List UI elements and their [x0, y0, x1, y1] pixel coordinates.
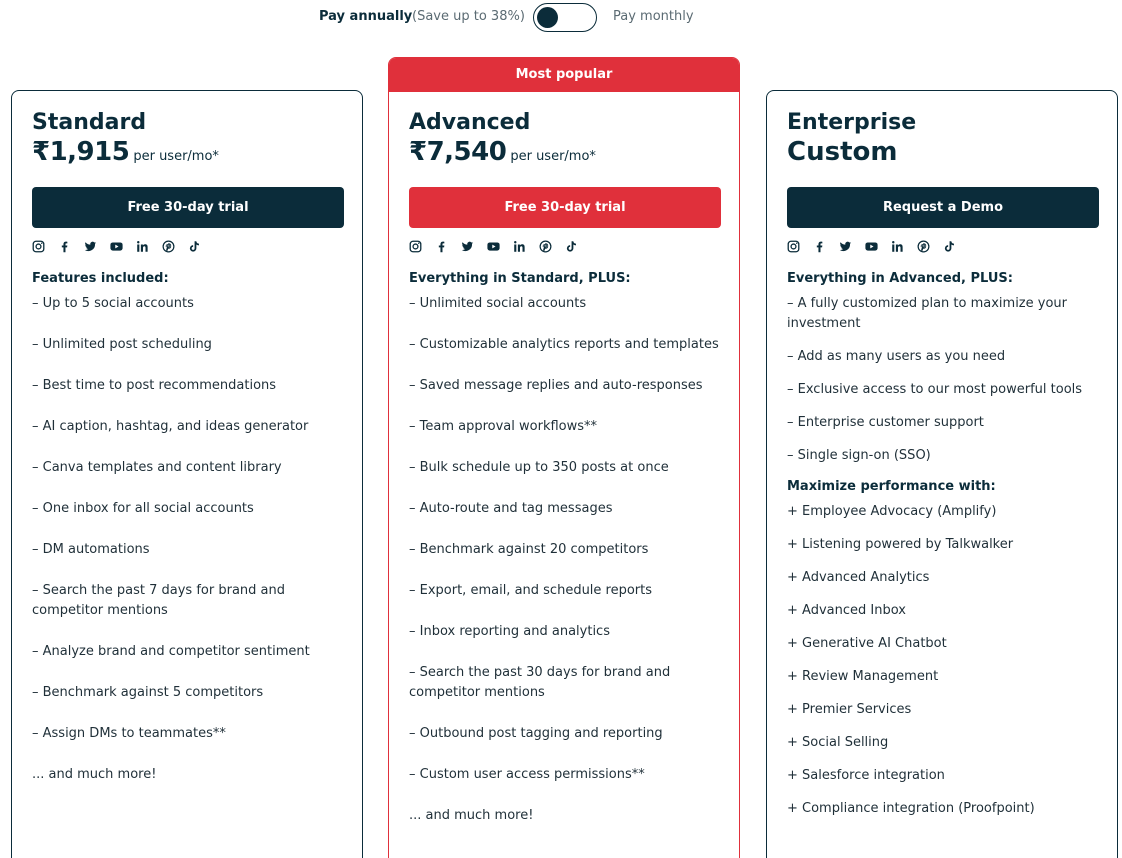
feature-item: – Canva templates and content library	[32, 460, 282, 475]
pinterest-icon[interactable]	[917, 240, 930, 253]
feature-item: + Premier Services	[787, 702, 912, 717]
plan-card-enterprise	[766, 90, 1118, 858]
feature-item: + Social Selling	[787, 735, 889, 750]
feature-item: + Compliance integration (Proofpoint)	[787, 801, 1035, 816]
social-icons	[32, 238, 342, 254]
free-trial-button[interactable]: Free 30-day trial	[409, 187, 721, 228]
feature-item: – Assign DMs to teammates**	[32, 726, 226, 741]
price-row	[409, 137, 719, 169]
feature-item: – Best time to post recommendations	[32, 378, 277, 393]
pinterest-icon[interactable]	[539, 240, 552, 253]
section-title: Everything in Standard, PLUS:	[409, 271, 631, 286]
feature-item: – Benchmark against 20 competitors	[409, 542, 649, 557]
feature-item: – Inbox reporting and analytics	[409, 624, 610, 639]
feature-item: – One inbox for all social accounts	[32, 501, 254, 516]
feature-item: – Bulk schedule up to 350 posts at once	[409, 460, 669, 475]
section-title: Features included:	[32, 271, 169, 286]
feature-item: – Search the past 30 days for brand and competitor mentions	[409, 665, 671, 700]
feature-list	[32, 294, 342, 785]
feature-item: – Benchmark against 5 competitors	[32, 685, 264, 700]
tiktok-icon[interactable]	[188, 240, 201, 253]
feature-item: – Unlimited post scheduling	[32, 337, 212, 352]
free-trial-button[interactable]: Free 30-day trial	[32, 187, 344, 228]
feature-item: + Employee Advocacy (Amplify)	[787, 504, 997, 519]
tiktok-icon[interactable]	[565, 240, 578, 253]
plan-price: ₹1,915	[32, 137, 130, 167]
feature-item: – Search the past 7 days for brand and competitor mentions	[32, 583, 285, 618]
feature-item: + Advanced Analytics	[787, 570, 930, 585]
billing-switch[interactable]	[533, 3, 597, 32]
section-title: Everything in Advanced, PLUS:	[787, 271, 1013, 286]
instagram-icon[interactable]	[787, 240, 800, 253]
feature-item: – AI caption, hashtag, and ideas generator	[32, 419, 309, 434]
plan-name: Enterprise	[787, 110, 917, 135]
feature-item: – Unlimited social accounts	[409, 296, 587, 311]
feature-item: + Salesforce integration	[787, 768, 945, 783]
feature-item: – Analyze brand and competitor sentiment	[32, 644, 310, 659]
feature-item: – Outbound post tagging and reporting	[409, 726, 663, 741]
addon-list	[787, 502, 1097, 819]
feature-item: – Up to 5 social accounts	[32, 296, 194, 311]
youtube-icon[interactable]	[110, 240, 123, 253]
linkedin-icon[interactable]	[891, 240, 904, 253]
feature-list	[787, 294, 1097, 466]
most-popular-badge: Most popular	[389, 58, 739, 92]
feature-item: ... and much more!	[32, 767, 157, 782]
twitter-icon[interactable]	[461, 240, 474, 253]
billing-toggle	[0, 3, 1122, 31]
feature-item: – Enterprise customer support	[787, 415, 984, 430]
plan-price: ₹7,540	[409, 137, 507, 167]
feature-item: ... and much more!	[409, 808, 534, 823]
instagram-icon[interactable]	[409, 240, 422, 253]
feature-item: – Team approval workflows**	[409, 419, 598, 434]
switch-knob	[537, 7, 558, 28]
price-row	[32, 137, 342, 169]
request-demo-button[interactable]: Request a Demo	[787, 187, 1099, 228]
plan-name: Advanced	[409, 110, 531, 135]
price-unit: per user/mo*	[510, 149, 596, 164]
addons-title: Maximize performance with:	[787, 479, 996, 494]
facebook-icon[interactable]	[58, 240, 71, 253]
feature-item: + Listening powered by Talkwalker	[787, 537, 1014, 552]
feature-item: + Generative AI Chatbot	[787, 636, 947, 651]
feature-item: – A fully customized plan to maximize your investment	[787, 296, 1067, 331]
feature-item: – Exclusive access to our most powerful tools	[787, 382, 1083, 397]
feature-item: + Review Management	[787, 669, 939, 684]
feature-item: – Saved message replies and auto-responses	[409, 378, 703, 393]
tiktok-icon[interactable]	[943, 240, 956, 253]
social-icons	[787, 238, 1097, 254]
plan-card-advanced	[388, 57, 740, 858]
twitter-icon[interactable]	[84, 240, 97, 253]
feature-item: – Single sign-on (SSO)	[787, 448, 931, 463]
feature-item: – Customizable analytics reports and templates	[409, 337, 719, 352]
save-note: (Save up to 38%)	[412, 9, 525, 24]
feature-item: + Advanced Inbox	[787, 603, 906, 618]
price-unit: per user/mo*	[133, 149, 219, 164]
pay-monthly-label[interactable]: Pay monthly	[613, 9, 694, 24]
feature-item: – Export, email, and schedule reports	[409, 583, 653, 598]
twitter-icon[interactable]	[839, 240, 852, 253]
feature-item: – DM automations	[32, 542, 150, 557]
linkedin-icon[interactable]	[136, 240, 149, 253]
custom-price: Custom	[787, 137, 898, 167]
pay-annually-label[interactable]: Pay annually	[319, 9, 413, 24]
plan-card-standard	[11, 90, 363, 858]
feature-item: – Add as many users as you need	[787, 349, 1006, 364]
youtube-icon[interactable]	[487, 240, 500, 253]
facebook-icon[interactable]	[813, 240, 826, 253]
pinterest-icon[interactable]	[162, 240, 175, 253]
feature-list	[409, 294, 719, 826]
feature-item: – Custom user access permissions**	[409, 767, 645, 782]
facebook-icon[interactable]	[435, 240, 448, 253]
linkedin-icon[interactable]	[513, 240, 526, 253]
youtube-icon[interactable]	[865, 240, 878, 253]
instagram-icon[interactable]	[32, 240, 45, 253]
social-icons	[409, 238, 719, 254]
feature-item: – Auto-route and tag messages	[409, 501, 613, 516]
plan-name: Standard	[32, 110, 147, 135]
